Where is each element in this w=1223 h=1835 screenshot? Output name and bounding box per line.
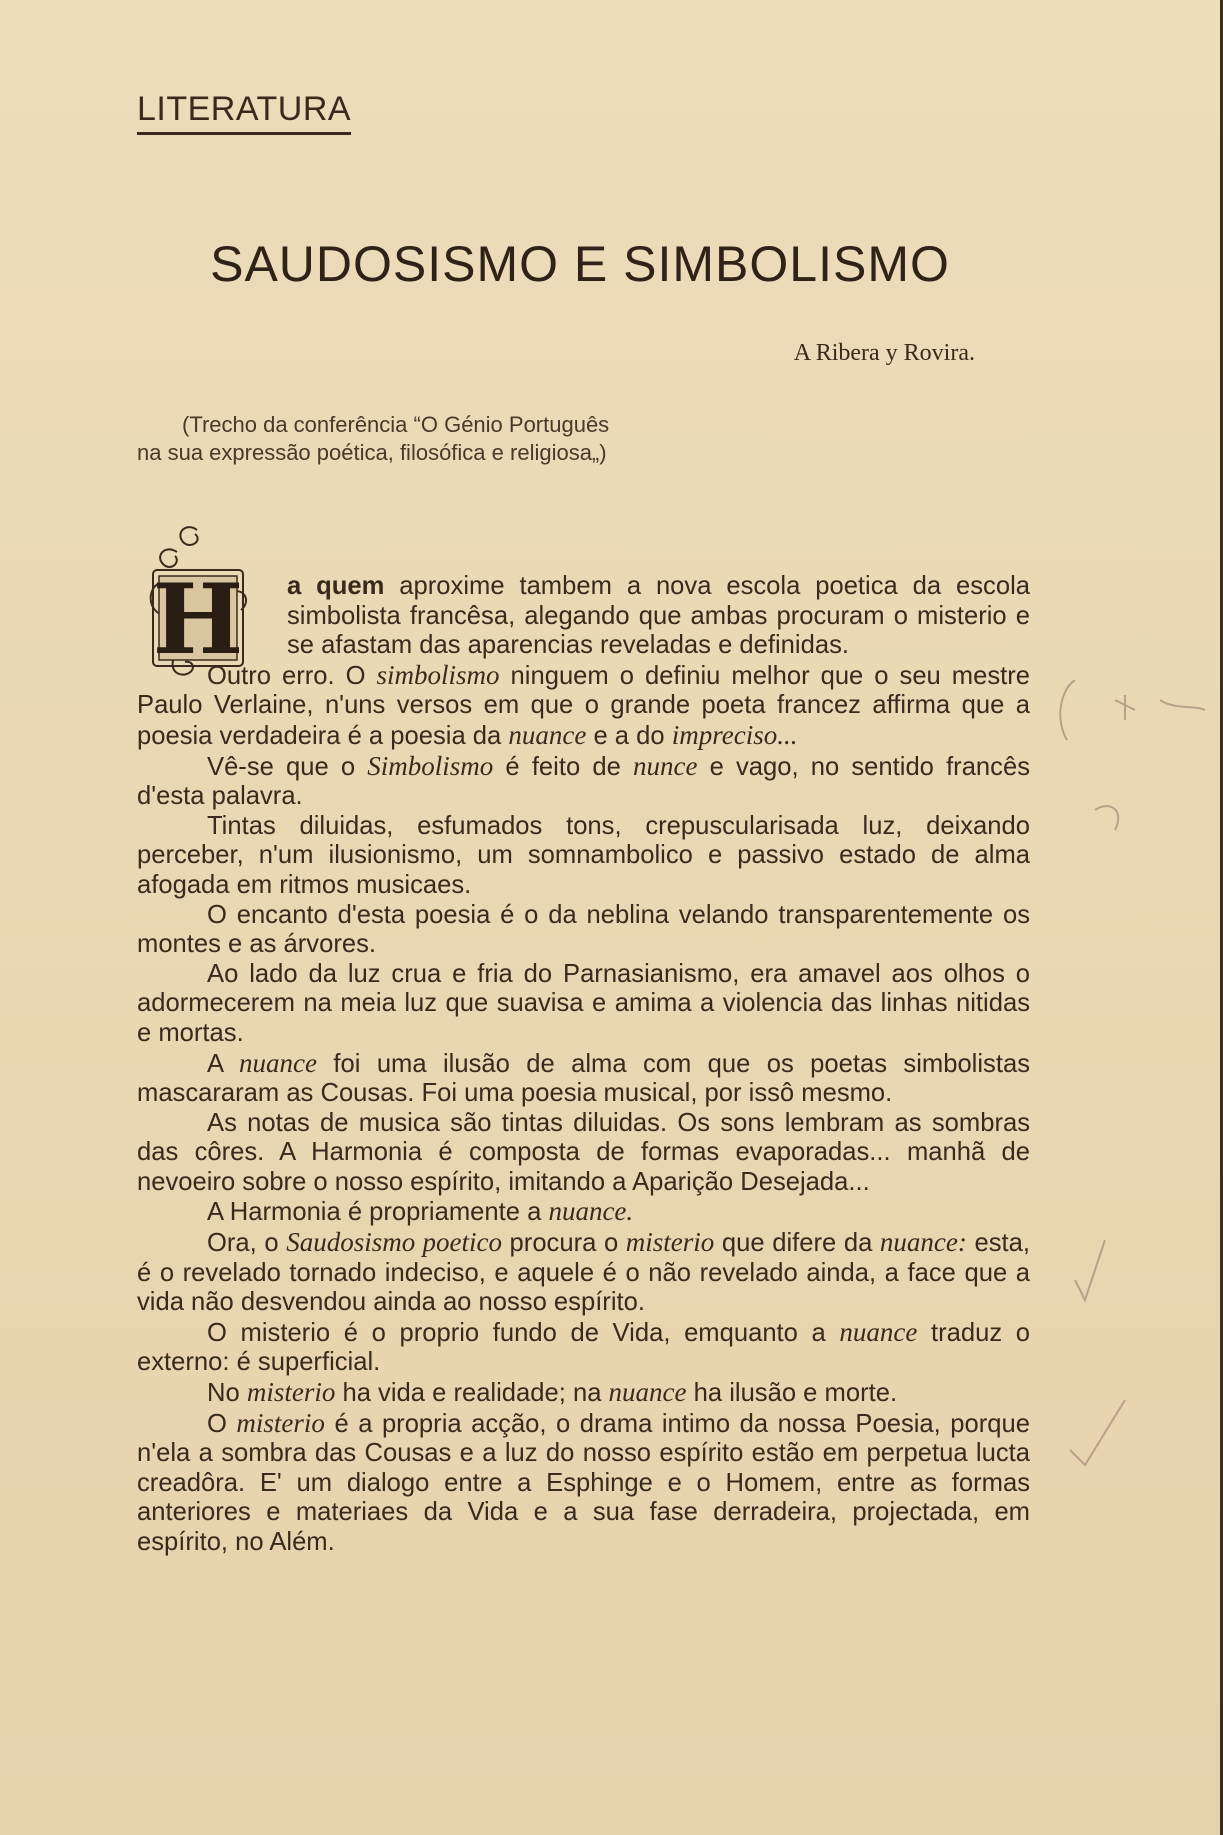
paragraph-3: Vê-se que o Simbolismo é feito de nunce e vago, no sentido francês d'esta palavra.	[137, 750, 1030, 811]
article-body	[137, 572, 1030, 1558]
section-heading: LITERATURA	[137, 90, 351, 135]
paragraph-10: Ora, o Saudosismo poetico procura o misterio que difere da nuance: esta, é o revelado tornado indeciso, e aquele é o não revelado ainda, a face que a vida não desvendou ainda ao nosso espírito.	[137, 1227, 1030, 1317]
source-note	[137, 411, 697, 467]
paragraph-13: O misterio é a propria acção, o drama intimo da nossa Poesia, porque n'ela a sombra das Cousas e a luz do nosso espírito estão em perpetua lucta creadôra. E' um dialogo entre a Esphinge e o Homem, entre as formas anteriores e materiaes da Vida e a sua fase derradeira, projectada, em espírito, no Além.	[137, 1407, 1030, 1556]
dropcap-letter: H	[152, 563, 244, 676]
paragraph-8: As notas de musica são tintas diluidas. Os sons lembram as sombras das côres. A Harmonia é composta de formas evaporadas... manhã de nevoeiro sobre o nosso espírito, imitando a Aparição Desejada...	[137, 1108, 1030, 1196]
source-note-line-1: (Trecho da conferência “O Génio Português	[182, 412, 610, 437]
author-name: A Ribera y Rovira.	[793, 340, 975, 366]
article-title: SAUDOSISMO E SIMBOLISMO	[210, 236, 950, 292]
paragraph-9: A Harmonia é propriamente a nuance.	[207, 1196, 634, 1227]
paragraph-12: No misterio ha vida e realidade; na nuance ha ilusão e morte.	[207, 1377, 898, 1408]
paragraph-5: O encanto d'esta poesia é o da neblina velando transparentemente os montes e as árvores.	[137, 900, 1030, 959]
paragraph-6: Ao lado da luz crua e fria do Parnasianismo, era amavel aos olhos o adormecerem na meia luz que suavisa e amima a violencia das linhas nitidas e mortas.	[137, 959, 1030, 1047]
pencil-marks-icon	[1055, 680, 1215, 1500]
paragraph-1: a quem aproxime tambem a nova escola poetica da escola simbolista francêsa, alegando que ambas procuram o misterio e se afastam das aparencias reveladas e definidas.	[287, 572, 1031, 660]
paragraph-4: Tintas diluidas, esfumados tons, crepuscularisada luz, deixando perceber, n'um ilusionismo, um somnambolico e passivo estado de alma afogada em ritmos musicaes.	[137, 811, 1030, 899]
paragraph-7: A nuance foi uma ilusão de alma com que os poetas simbolistas mascararam as Cousas. Foi uma poesia musical, por issô mesmo.	[137, 1047, 1030, 1108]
paragraph-2: Outro erro. O simbolismo ninguem o definiu melhor que o seu mestre Paulo Verlaine, n'uns versos em que o grande poeta francez affirma que a poesia verdadeira é a poesia da nuance e a do impreciso...	[137, 659, 1030, 750]
paragraph-11: O misterio é o proprio fundo de Vida, emquanto a nuance traduz o externo: é superficial.	[137, 1316, 1031, 1377]
source-note-line-2: na sua expressão poética, filosófica e religiosa„)	[137, 440, 607, 465]
